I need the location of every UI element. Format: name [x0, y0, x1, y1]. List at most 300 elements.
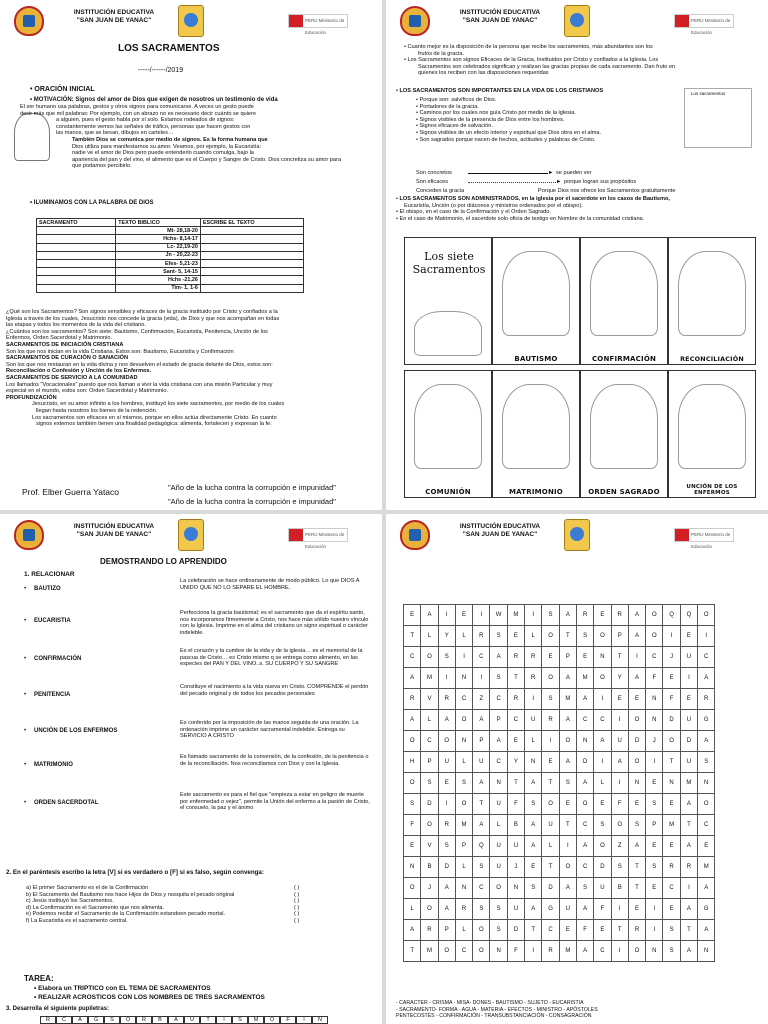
grid-cell[interactable]: E	[698, 836, 715, 857]
grid-cell[interactable]: S	[594, 815, 611, 836]
grid-cell[interactable]: T	[404, 941, 421, 962]
grid-cell[interactable]: E	[611, 689, 628, 710]
grid-cell[interactable]: N	[646, 689, 663, 710]
grid-cell[interactable]: D	[594, 857, 611, 878]
grid-cell[interactable]: M	[507, 605, 524, 626]
grid-cell[interactable]: S	[646, 794, 663, 815]
grid-cell[interactable]: A	[594, 731, 611, 752]
grid-cell[interactable]: F	[576, 920, 593, 941]
grid-cell[interactable]: L	[525, 626, 542, 647]
grid-cell[interactable]: I	[611, 710, 628, 731]
grid-cell[interactable]: F	[646, 668, 663, 689]
grid-cell[interactable]: L	[455, 626, 472, 647]
grid-cell[interactable]: N	[404, 857, 421, 878]
grid-cell[interactable]: Z	[473, 689, 490, 710]
grid-cell[interactable]: I	[473, 605, 490, 626]
grid-cell[interactable]: O	[455, 794, 472, 815]
grid-cell[interactable]: A	[559, 878, 576, 899]
grid-cell[interactable]: C	[473, 647, 490, 668]
grid-cell[interactable]: S	[490, 626, 507, 647]
grid-cell[interactable]: U	[507, 836, 524, 857]
grid-cell[interactable]: I	[611, 941, 628, 962]
grid-cell[interactable]: I	[559, 836, 576, 857]
grid-cell[interactable]: I	[438, 794, 455, 815]
grid-cell[interactable]: U	[611, 731, 628, 752]
grid-cell[interactable]: S	[525, 878, 542, 899]
grid-cell[interactable]: S	[663, 941, 680, 962]
grid-cell[interactable]: Q	[473, 836, 490, 857]
grid-cell[interactable]: S	[611, 857, 628, 878]
grid-cell[interactable]: L	[455, 920, 472, 941]
grid-cell[interactable]: O	[646, 605, 663, 626]
grid-cell[interactable]: U	[680, 710, 697, 731]
grid-cell[interactable]: T	[559, 815, 576, 836]
grid-cell[interactable]: E	[663, 794, 680, 815]
grid-cell[interactable]: R	[698, 689, 715, 710]
grid-cell[interactable]: D	[507, 920, 524, 941]
grid-cell[interactable]: M	[680, 773, 697, 794]
grid-cell[interactable]: I	[646, 899, 663, 920]
grid-cell[interactable]: E	[594, 794, 611, 815]
grid-cell[interactable]: Q	[680, 605, 697, 626]
grid-cell[interactable]: P	[611, 626, 628, 647]
grid-cell[interactable]: U	[680, 752, 697, 773]
grid-cell[interactable]: G	[698, 710, 715, 731]
grid-cell[interactable]: E	[646, 878, 663, 899]
grid-cell[interactable]: E	[576, 647, 593, 668]
grid-cell[interactable]: M	[559, 941, 576, 962]
grid-cell[interactable]: C	[507, 710, 524, 731]
grid-cell[interactable]: I	[663, 626, 680, 647]
grid-cell[interactable]: C	[594, 710, 611, 731]
grid-cell[interactable]: E	[438, 773, 455, 794]
grid-cell[interactable]: L	[455, 857, 472, 878]
grid-cell[interactable]: O	[646, 626, 663, 647]
grid-cell[interactable]: C	[646, 647, 663, 668]
grid-cell[interactable]: O	[698, 605, 715, 626]
grid-cell[interactable]: C	[455, 941, 472, 962]
grid-cell[interactable]: A	[628, 668, 645, 689]
grid-cell[interactable]: C	[698, 647, 715, 668]
grid-cell[interactable]: I	[646, 752, 663, 773]
grid-cell[interactable]: A	[611, 752, 628, 773]
grid-cell[interactable]: A	[404, 710, 421, 731]
grid-cell[interactable]: N	[594, 647, 611, 668]
grid-cell[interactable]: T	[525, 920, 542, 941]
grid-cell[interactable]: O	[455, 710, 472, 731]
grid-cell[interactable]: V	[421, 836, 438, 857]
grid-cell[interactable]: T	[611, 920, 628, 941]
grid-cell[interactable]: T	[507, 668, 524, 689]
grid-cell[interactable]: S	[438, 836, 455, 857]
grid-cell[interactable]: R	[628, 920, 645, 941]
grid-cell[interactable]: A	[698, 731, 715, 752]
grid-cell[interactable]: D	[421, 794, 438, 815]
grid-cell[interactable]: A	[438, 878, 455, 899]
grid-cell[interactable]: Y	[611, 668, 628, 689]
grid-cell[interactable]: R	[507, 689, 524, 710]
grid-cell[interactable]: P	[646, 815, 663, 836]
grid-cell[interactable]: R	[507, 647, 524, 668]
grid-cell[interactable]: A	[525, 815, 542, 836]
grid-cell[interactable]: S	[646, 857, 663, 878]
grid-cell[interactable]: A	[404, 920, 421, 941]
grid-cell[interactable]: D	[438, 857, 455, 878]
grid-cell[interactable]: E	[559, 920, 576, 941]
grid-cell[interactable]: E	[594, 920, 611, 941]
grid-cell[interactable]: U	[438, 752, 455, 773]
grid-cell[interactable]: A	[698, 920, 715, 941]
grid-cell[interactable]: S	[628, 815, 645, 836]
grid-cell[interactable]: N	[576, 731, 593, 752]
grid-cell[interactable]: I	[542, 731, 559, 752]
grid-cell[interactable]: T	[680, 815, 697, 836]
grid-cell[interactable]: A	[576, 773, 593, 794]
grid-cell[interactable]: S	[438, 647, 455, 668]
grid-cell[interactable]: P	[490, 710, 507, 731]
grid-cell[interactable]: T	[628, 878, 645, 899]
grid-cell[interactable]: C	[663, 878, 680, 899]
grid-cell[interactable]: A	[576, 689, 593, 710]
grid-cell[interactable]: A	[404, 668, 421, 689]
grid-cell[interactable]: D	[576, 752, 593, 773]
grid-cell[interactable]: A	[473, 710, 490, 731]
grid-cell[interactable]: S	[542, 605, 559, 626]
grid-cell[interactable]: F	[404, 815, 421, 836]
grid-cell[interactable]: O	[542, 626, 559, 647]
grid-cell[interactable]: I	[698, 626, 715, 647]
grid-cell[interactable]: T	[611, 647, 628, 668]
grid-cell[interactable]: O	[594, 626, 611, 647]
grid-cell[interactable]: C	[576, 815, 593, 836]
grid-cell[interactable]: S	[404, 794, 421, 815]
grid-cell[interactable]: I	[525, 689, 542, 710]
grid-cell[interactable]: J	[663, 647, 680, 668]
grid-cell[interactable]: O	[628, 710, 645, 731]
grid-cell[interactable]: I	[628, 647, 645, 668]
grid-cell[interactable]: O	[404, 731, 421, 752]
grid-cell[interactable]: C	[455, 689, 472, 710]
grid-cell[interactable]: S	[490, 899, 507, 920]
grid-cell[interactable]: U	[490, 794, 507, 815]
grid-cell[interactable]: A	[576, 899, 593, 920]
grid-cell[interactable]: T	[473, 794, 490, 815]
grid-cell[interactable]: T	[542, 773, 559, 794]
grid-cell[interactable]: O	[628, 752, 645, 773]
grid-cell[interactable]: L	[490, 815, 507, 836]
grid-cell[interactable]: L	[455, 752, 472, 773]
grid-cell[interactable]: M	[421, 941, 438, 962]
grid-cell[interactable]: T	[680, 920, 697, 941]
grid-cell[interactable]: I	[455, 647, 472, 668]
grid-cell[interactable]: I	[525, 605, 542, 626]
grid-cell[interactable]: L	[421, 710, 438, 731]
grid-cell[interactable]: N	[698, 941, 715, 962]
grid-cell[interactable]: A	[628, 626, 645, 647]
grid-cell[interactable]: T	[542, 857, 559, 878]
grid-cell[interactable]: O	[542, 668, 559, 689]
grid-cell[interactable]: I	[594, 689, 611, 710]
grid-cell[interactable]: A	[628, 836, 645, 857]
grid-cell[interactable]: U	[559, 899, 576, 920]
grid-cell[interactable]: A	[576, 836, 593, 857]
grid-cell[interactable]: A	[559, 605, 576, 626]
grid-cell[interactable]: A	[525, 836, 542, 857]
grid-cell[interactable]: S	[455, 773, 472, 794]
grid-cell[interactable]: C	[594, 941, 611, 962]
grid-cell[interactable]: S	[490, 920, 507, 941]
grid-cell[interactable]: E	[663, 836, 680, 857]
grid-cell[interactable]: A	[698, 668, 715, 689]
grid-cell[interactable]: S	[698, 752, 715, 773]
grid-cell[interactable]: R	[421, 920, 438, 941]
grid-cell[interactable]: E	[628, 689, 645, 710]
grid-cell[interactable]: C	[576, 857, 593, 878]
grid-cell[interactable]: J	[646, 731, 663, 752]
grid-cell[interactable]: O	[594, 836, 611, 857]
grid-cell[interactable]: Z	[611, 836, 628, 857]
grid-cell[interactable]: O	[438, 941, 455, 962]
grid-cell[interactable]: E	[663, 899, 680, 920]
grid-cell[interactable]: B	[611, 878, 628, 899]
grid-cell[interactable]: R	[525, 668, 542, 689]
grid-cell[interactable]: M	[559, 689, 576, 710]
grid-cell[interactable]: S	[525, 794, 542, 815]
grid-cell[interactable]: E	[507, 731, 524, 752]
grid-cell[interactable]: I	[438, 605, 455, 626]
grid-cell[interactable]: N	[490, 941, 507, 962]
grid-cell[interactable]: E	[628, 899, 645, 920]
grid-cell[interactable]: S	[663, 920, 680, 941]
grid-cell[interactable]: S	[576, 626, 593, 647]
grid-cell[interactable]: R	[473, 626, 490, 647]
grid-cell[interactable]: S	[576, 878, 593, 899]
grid-cell[interactable]: O	[576, 794, 593, 815]
grid-cell[interactable]: C	[404, 647, 421, 668]
grid-cell[interactable]: N	[490, 773, 507, 794]
grid-cell[interactable]: F	[594, 899, 611, 920]
grid-cell[interactable]: T	[559, 626, 576, 647]
grid-cell[interactable]: S	[473, 857, 490, 878]
grid-cell[interactable]: L	[525, 731, 542, 752]
grid-cell[interactable]: A	[525, 899, 542, 920]
grid-cell[interactable]: S	[473, 899, 490, 920]
grid-cell[interactable]: O	[421, 899, 438, 920]
grid-cell[interactable]: Q	[663, 605, 680, 626]
grid-cell[interactable]: A	[525, 773, 542, 794]
grid-cell[interactable]: I	[611, 899, 628, 920]
grid-cell[interactable]: C	[698, 815, 715, 836]
grid-cell[interactable]: E	[525, 857, 542, 878]
grid-cell[interactable]: O	[611, 815, 628, 836]
grid-cell[interactable]: T	[404, 626, 421, 647]
grid-cell[interactable]: T	[663, 752, 680, 773]
grid-cell[interactable]: A	[698, 878, 715, 899]
grid-cell[interactable]: U	[542, 815, 559, 836]
grid-cell[interactable]: V	[421, 689, 438, 710]
grid-cell[interactable]: W	[490, 605, 507, 626]
grid-cell[interactable]: D	[663, 710, 680, 731]
grid-cell[interactable]: I	[594, 752, 611, 773]
grid-cell[interactable]: P	[421, 752, 438, 773]
grid-cell[interactable]: M	[455, 815, 472, 836]
grid-cell[interactable]: C	[490, 752, 507, 773]
grid-cell[interactable]: E	[680, 626, 697, 647]
grid-cell[interactable]: E	[404, 836, 421, 857]
grid-cell[interactable]: A	[680, 836, 697, 857]
grid-cell[interactable]: N	[646, 941, 663, 962]
grid-cell[interactable]: E	[628, 794, 645, 815]
grid-cell[interactable]: R	[611, 605, 628, 626]
grid-cell[interactable]: E	[455, 605, 472, 626]
grid-cell[interactable]: C	[421, 731, 438, 752]
grid-cell[interactable]: B	[421, 857, 438, 878]
grid-cell[interactable]: O	[594, 668, 611, 689]
grid-cell[interactable]: R	[455, 899, 472, 920]
grid-cell[interactable]: O	[559, 731, 576, 752]
grid-cell[interactable]: C	[542, 920, 559, 941]
grid-cell[interactable]: Y	[438, 626, 455, 647]
grid-cell[interactable]: C	[473, 878, 490, 899]
grid-cell[interactable]: B	[507, 815, 524, 836]
grid-cell[interactable]: A	[559, 710, 576, 731]
grid-cell[interactable]: O	[698, 794, 715, 815]
grid-cell[interactable]: R	[525, 647, 542, 668]
grid-cell[interactable]: F	[507, 794, 524, 815]
grid-cell[interactable]: A	[680, 899, 697, 920]
grid-cell[interactable]: M	[421, 668, 438, 689]
grid-cell[interactable]: P	[559, 647, 576, 668]
grid-cell[interactable]: A	[490, 731, 507, 752]
grid-cell[interactable]: O	[421, 647, 438, 668]
grid-cell[interactable]: E	[680, 689, 697, 710]
grid-cell[interactable]: O	[404, 878, 421, 899]
grid-cell[interactable]: A	[559, 752, 576, 773]
grid-cell[interactable]: D	[628, 731, 645, 752]
grid-cell[interactable]: R	[576, 605, 593, 626]
grid-cell[interactable]: P	[438, 920, 455, 941]
grid-cell[interactable]: L	[594, 773, 611, 794]
grid-cell[interactable]: R	[680, 857, 697, 878]
grid-cell[interactable]: A	[576, 941, 593, 962]
grid-cell[interactable]: O	[663, 731, 680, 752]
grid-cell[interactable]: N	[663, 773, 680, 794]
grid-cell[interactable]: S	[542, 689, 559, 710]
grid-cell[interactable]: O	[438, 731, 455, 752]
grid-cell[interactable]: T	[507, 773, 524, 794]
grid-cell[interactable]: R	[663, 857, 680, 878]
grid-cell[interactable]: O	[473, 941, 490, 962]
grid-cell[interactable]: F	[663, 689, 680, 710]
grid-cell[interactable]: N	[698, 773, 715, 794]
grid-cell[interactable]: I	[525, 941, 542, 962]
grid-cell[interactable]: L	[542, 836, 559, 857]
grid-cell[interactable]: O	[628, 941, 645, 962]
grid-cell[interactable]: O	[559, 857, 576, 878]
grid-cell[interactable]: N	[455, 668, 472, 689]
grid-cell[interactable]: F	[507, 941, 524, 962]
grid-cell[interactable]: E	[507, 626, 524, 647]
grid-cell[interactable]: J	[421, 878, 438, 899]
grid-cell[interactable]: U	[680, 647, 697, 668]
grid-cell[interactable]: A	[628, 605, 645, 626]
grid-cell[interactable]: R	[404, 689, 421, 710]
grid-cell[interactable]: E	[404, 605, 421, 626]
grid-cell[interactable]: O	[542, 794, 559, 815]
grid-cell[interactable]: E	[559, 794, 576, 815]
grid-cell[interactable]: A	[473, 773, 490, 794]
grid-cell[interactable]: R	[438, 815, 455, 836]
grid-cell[interactable]: E	[646, 773, 663, 794]
grid-cell[interactable]: D	[680, 731, 697, 752]
grid-cell[interactable]: U	[525, 710, 542, 731]
grid-cell[interactable]: G	[542, 899, 559, 920]
grid-cell[interactable]: G	[698, 899, 715, 920]
grid-cell[interactable]: O	[404, 773, 421, 794]
grid-cell[interactable]: E	[542, 752, 559, 773]
grid-cell[interactable]: I	[611, 773, 628, 794]
grid-cell[interactable]: M	[698, 857, 715, 878]
grid-cell[interactable]: P	[455, 836, 472, 857]
grid-cell[interactable]: O	[490, 878, 507, 899]
grid-cell[interactable]: A	[680, 794, 697, 815]
grid-cell[interactable]: N	[507, 878, 524, 899]
grid-cell[interactable]: N	[525, 752, 542, 773]
grid-cell[interactable]: I	[680, 668, 697, 689]
grid-cell[interactable]: R	[438, 689, 455, 710]
grid-cell[interactable]: R	[542, 710, 559, 731]
grid-cell[interactable]: J	[507, 857, 524, 878]
grid-cell[interactable]: S	[421, 773, 438, 794]
grid-cell[interactable]: A	[559, 668, 576, 689]
grid-cell[interactable]: P	[473, 731, 490, 752]
grid-cell[interactable]: A	[438, 710, 455, 731]
grid-cell[interactable]: N	[455, 731, 472, 752]
grid-cell[interactable]: A	[421, 605, 438, 626]
grid-cell[interactable]: O	[421, 815, 438, 836]
grid-cell[interactable]: R	[542, 941, 559, 962]
grid-cell[interactable]: A	[438, 899, 455, 920]
grid-cell[interactable]: E	[594, 605, 611, 626]
grid-cell[interactable]: U	[490, 857, 507, 878]
grid-cell[interactable]: F	[611, 794, 628, 815]
grid-cell[interactable]: M	[576, 668, 593, 689]
grid-cell[interactable]: U	[473, 752, 490, 773]
grid-cell[interactable]: M	[663, 815, 680, 836]
grid-cell[interactable]: C	[490, 689, 507, 710]
grid-cell[interactable]: Y	[507, 752, 524, 773]
grid-cell[interactable]: L	[404, 899, 421, 920]
grid-cell[interactable]: A	[680, 941, 697, 962]
grid-cell[interactable]: E	[646, 836, 663, 857]
grid-cell[interactable]: I	[646, 920, 663, 941]
grid-cell[interactable]: S	[490, 668, 507, 689]
grid-cell[interactable]: D	[542, 878, 559, 899]
grid-cell[interactable]: L	[421, 626, 438, 647]
grid-cell[interactable]: U	[594, 878, 611, 899]
grid-cell[interactable]: H	[404, 752, 421, 773]
grid-cell[interactable]: C	[576, 710, 593, 731]
grid-cell[interactable]: N	[455, 878, 472, 899]
grid-cell[interactable]: N	[628, 773, 645, 794]
grid-cell[interactable]: E	[663, 668, 680, 689]
grid-cell[interactable]: A	[490, 647, 507, 668]
grid-cell[interactable]: S	[559, 773, 576, 794]
grid-cell[interactable]: N	[646, 710, 663, 731]
grid-cell[interactable]: O	[473, 920, 490, 941]
grid-cell[interactable]: I	[473, 668, 490, 689]
grid-cell[interactable]: U	[490, 836, 507, 857]
